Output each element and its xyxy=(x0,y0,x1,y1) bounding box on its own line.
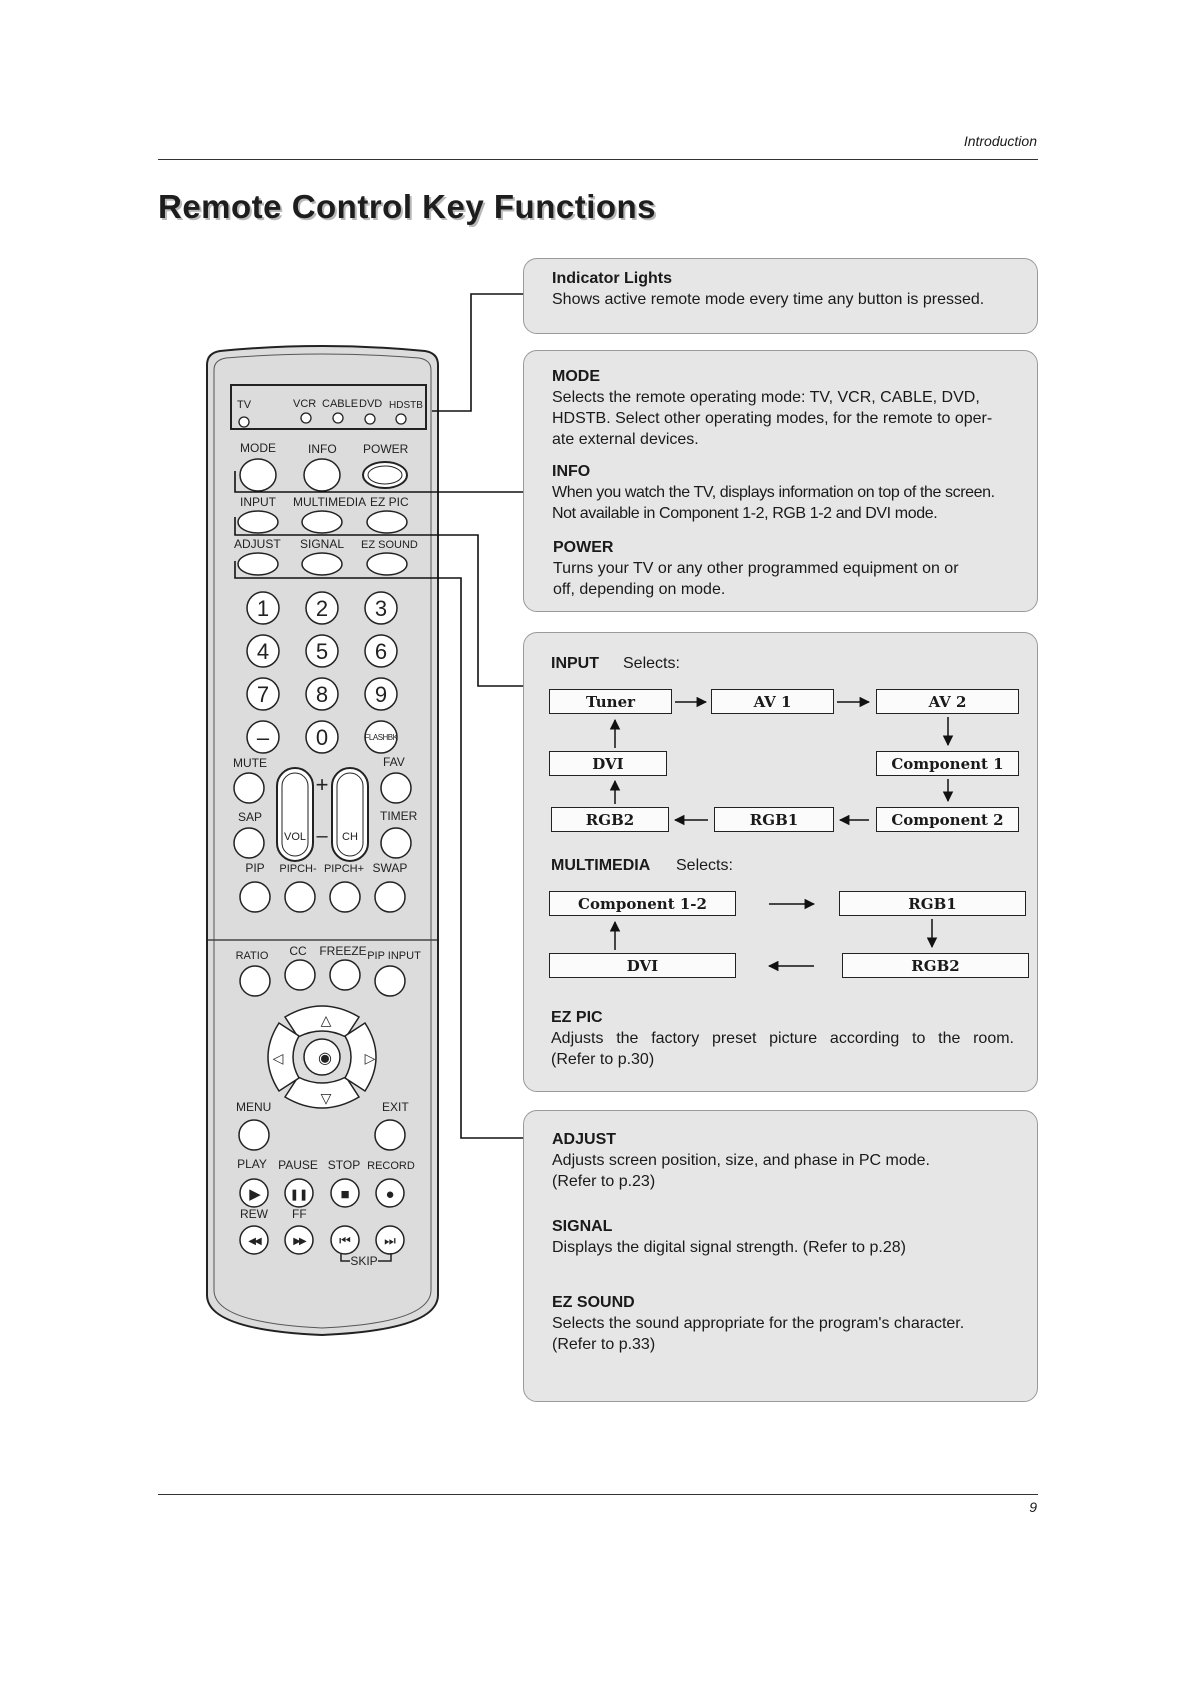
info-line: When you watch the TV, displays information on top of the screen. xyxy=(552,484,995,501)
label-mute: MUTE xyxy=(233,756,267,770)
dash-label: – xyxy=(256,725,270,750)
label-pipch-plus: PIPCH+ xyxy=(323,863,365,875)
indicator-label-hdstb: HDSTB xyxy=(389,400,423,411)
label-pip: PIP xyxy=(245,861,265,875)
pipch-plus-button[interactable] xyxy=(330,882,360,912)
sap-button[interactable] xyxy=(234,828,264,858)
adjust-line: Adjusts screen position, size, and phase in PC mode. xyxy=(552,1152,930,1169)
label-play: PLAY xyxy=(237,1157,267,1171)
mode-heading: MODE xyxy=(552,368,600,385)
mode-button[interactable] xyxy=(240,459,276,491)
label-vol: VOL xyxy=(283,831,307,843)
power-line: Turns your TV or any other programmed equipment on or xyxy=(553,560,959,577)
flow-av1: AV 1 xyxy=(711,689,834,714)
minus-sign: – xyxy=(316,825,328,847)
stop-icon: ■ xyxy=(340,1186,350,1203)
mode-line: ate external devices. xyxy=(552,431,699,448)
flow-component1: Component 1 xyxy=(876,751,1019,776)
label-info: INFO xyxy=(308,442,337,456)
mm-flow-rgb2: RGB2 xyxy=(842,953,1029,978)
ezsound-heading: EZ SOUND xyxy=(552,1294,635,1311)
label-exit: EXIT xyxy=(382,1100,409,1114)
mode-line: HDSTB. Select other operating modes, for the remote to oper- xyxy=(552,410,993,427)
freeze-button[interactable] xyxy=(330,960,360,990)
input-heading: INPUT xyxy=(551,655,599,672)
label-pipch-minus: PIPCH- xyxy=(279,863,317,875)
label-pause: PAUSE xyxy=(278,1158,318,1172)
flow-tuner: Tuner xyxy=(549,689,672,714)
label-adjust: ADJUST xyxy=(234,537,281,551)
digit-0-label: 0 xyxy=(315,725,329,750)
pause-icon: ❚❚ xyxy=(289,1189,309,1201)
rew-icon: ◀◀ xyxy=(248,1236,260,1247)
label-input: INPUT xyxy=(240,495,276,509)
label-timer: TIMER xyxy=(380,809,418,823)
signal-button[interactable] xyxy=(302,553,342,575)
ezsound-line: Selects the sound appropriate for the program's character. xyxy=(552,1315,965,1332)
indicator-label-tv: TV xyxy=(237,399,252,411)
ezsound-line: (Refer to p.33) xyxy=(552,1336,656,1353)
indicator-lights-callout xyxy=(523,258,1038,334)
ezpic-button[interactable] xyxy=(367,511,407,533)
page-number: 9 xyxy=(1029,1499,1037,1515)
indicator-label-cable: CABLE xyxy=(322,398,359,410)
mm-flow-rgb1: RGB1 xyxy=(839,891,1026,916)
pip-input-button[interactable] xyxy=(375,966,405,996)
ezpic-text xyxy=(551,1028,1014,1070)
fav-button[interactable] xyxy=(381,773,411,803)
digit-1-label: 1 xyxy=(256,596,270,621)
mode-text xyxy=(552,387,1014,450)
ok-icon: ◉ xyxy=(318,1050,332,1067)
info-heading: INFO xyxy=(552,463,591,480)
left-arrow-icon: ◁ xyxy=(272,1050,284,1066)
label-stop: STOP xyxy=(327,1158,361,1172)
label-sap: SAP xyxy=(238,810,263,824)
label-cc: CC xyxy=(289,944,307,958)
adjust-button[interactable] xyxy=(238,553,278,575)
mode-line: Selects the remote operating mode: TV, VCR, CABLE, DVD, xyxy=(552,389,980,406)
exit-button[interactable] xyxy=(375,1120,405,1150)
ezpic-heading: EZ PIC xyxy=(551,1009,603,1026)
ff-icon: ▶▶ xyxy=(293,1236,305,1247)
multimedia-selects-text: Selects: xyxy=(676,857,733,874)
ezpic-line: Adjusts the factory preset picture according to the room. xyxy=(551,1030,1014,1047)
mm-flow-component12: Component 1-2 xyxy=(549,891,736,916)
label-ezsound: EZ SOUND xyxy=(361,539,418,551)
ezsound-button[interactable] xyxy=(367,553,407,575)
pipch-minus-button[interactable] xyxy=(285,882,315,912)
digit-8-label: 8 xyxy=(315,682,329,707)
cc-button[interactable] xyxy=(285,960,315,990)
input-button[interactable] xyxy=(238,511,278,533)
swap-button[interactable] xyxy=(375,882,405,912)
adjust-line: (Refer to p.23) xyxy=(552,1173,656,1190)
page-title: Remote Control Key Functions xyxy=(158,188,657,225)
digit-2-label: 2 xyxy=(315,596,329,621)
flow-dvi: DVI xyxy=(549,751,667,776)
remote-control-illustration xyxy=(200,345,445,1345)
digit-4-label: 4 xyxy=(256,639,270,664)
info-line: Not available in Component 1-2, RGB 1-2 and DVI mode. xyxy=(552,505,938,522)
right-arrow-icon: ▷ xyxy=(364,1050,376,1066)
indicator-label-vcr: VCR xyxy=(293,398,317,410)
indicator-lights-heading: Indicator Lights xyxy=(552,270,672,287)
label-fav: FAV xyxy=(383,755,405,769)
mm-flow-dvi: DVI xyxy=(549,953,736,978)
indicator-label-dvd: DVD xyxy=(359,398,383,410)
power-text xyxy=(553,558,1015,600)
record-icon: ● xyxy=(385,1186,395,1203)
multimedia-heading: MULTIMEDIA xyxy=(551,857,651,874)
input-selects-text: Selects: xyxy=(623,655,680,672)
label-power: POWER xyxy=(363,442,409,456)
play-icon: ▶ xyxy=(249,1186,261,1203)
indicator-light-hdstb xyxy=(396,414,406,424)
mode-info-power-callout xyxy=(523,350,1038,612)
mute-button[interactable] xyxy=(234,773,264,803)
down-arrow-icon: ▽ xyxy=(320,1090,332,1106)
label-ratio: RATIO xyxy=(235,950,269,962)
up-arrow-icon: △ xyxy=(320,1012,332,1028)
plus-sign: + xyxy=(315,772,329,797)
digit-6-label: 6 xyxy=(374,639,388,664)
adjust-heading: ADJUST xyxy=(552,1131,617,1148)
flow-rgb2: RGB2 xyxy=(551,807,669,832)
skip-back-icon: ⏮ xyxy=(339,1233,351,1248)
menu-button[interactable] xyxy=(239,1120,269,1150)
digit-3-label: 3 xyxy=(374,596,388,621)
digit-9-label: 9 xyxy=(374,682,388,707)
label-ezpic: EZ PIC xyxy=(370,495,409,509)
input-multimedia-ezpic-callout xyxy=(523,632,1038,1092)
label-ff: FF xyxy=(292,1207,307,1221)
header-rule xyxy=(158,159,1038,160)
power-line: off, depending on mode. xyxy=(553,581,726,598)
pip-button[interactable] xyxy=(240,882,270,912)
flow-rgb1: RGB1 xyxy=(714,807,834,832)
label-skip: SKIP xyxy=(350,1254,378,1268)
power-heading: POWER xyxy=(553,539,614,556)
label-ch: CH xyxy=(342,831,358,843)
label-record: RECORD xyxy=(367,1160,415,1172)
multimedia-button[interactable] xyxy=(302,511,342,533)
indicator-light-vcr xyxy=(301,413,311,423)
label-menu: MENU xyxy=(236,1100,272,1114)
label-pip-input: PIP INPUT xyxy=(367,950,421,962)
label-rew: REW xyxy=(240,1207,268,1221)
digit-7-label: 7 xyxy=(256,682,270,707)
label-multimedia: MULTIMEDIA xyxy=(293,495,367,509)
ezsound-text xyxy=(552,1313,1022,1355)
signal-heading: SIGNAL xyxy=(552,1218,613,1235)
indicator-lights-text: Shows active remote mode every time any button is pressed. xyxy=(552,291,985,308)
adjust-text xyxy=(552,1150,1022,1192)
indicator-light-cable xyxy=(333,413,343,423)
label-swap: SWAP xyxy=(372,861,408,875)
digit-5-label: 5 xyxy=(315,639,329,664)
adjust-signal-ezsound-callout xyxy=(523,1110,1038,1402)
indicator-light-dvd xyxy=(365,414,375,424)
signal-line: Displays the digital signal strength. (Refer to p.28) xyxy=(552,1239,906,1256)
label-freeze: FREEZE xyxy=(319,944,367,958)
ratio-button[interactable] xyxy=(240,966,270,996)
section-tag: Introduction xyxy=(963,133,1037,149)
timer-button[interactable] xyxy=(381,828,411,858)
info-text xyxy=(552,482,1022,524)
flow-component2: Component 2 xyxy=(876,807,1019,832)
info-button[interactable] xyxy=(304,459,340,491)
flashbk-label: FLASHBK xyxy=(364,733,398,742)
skip-forward-icon: ⏭ xyxy=(384,1233,396,1248)
flow-av2: AV 2 xyxy=(876,689,1019,714)
signal-text xyxy=(552,1237,1022,1258)
indicator-light-tv xyxy=(239,417,249,427)
label-mode: MODE xyxy=(240,441,276,455)
label-signal: SIGNAL xyxy=(300,537,345,551)
ezpic-line: (Refer to p.30) xyxy=(551,1051,655,1068)
footer-rule xyxy=(158,1494,1038,1495)
